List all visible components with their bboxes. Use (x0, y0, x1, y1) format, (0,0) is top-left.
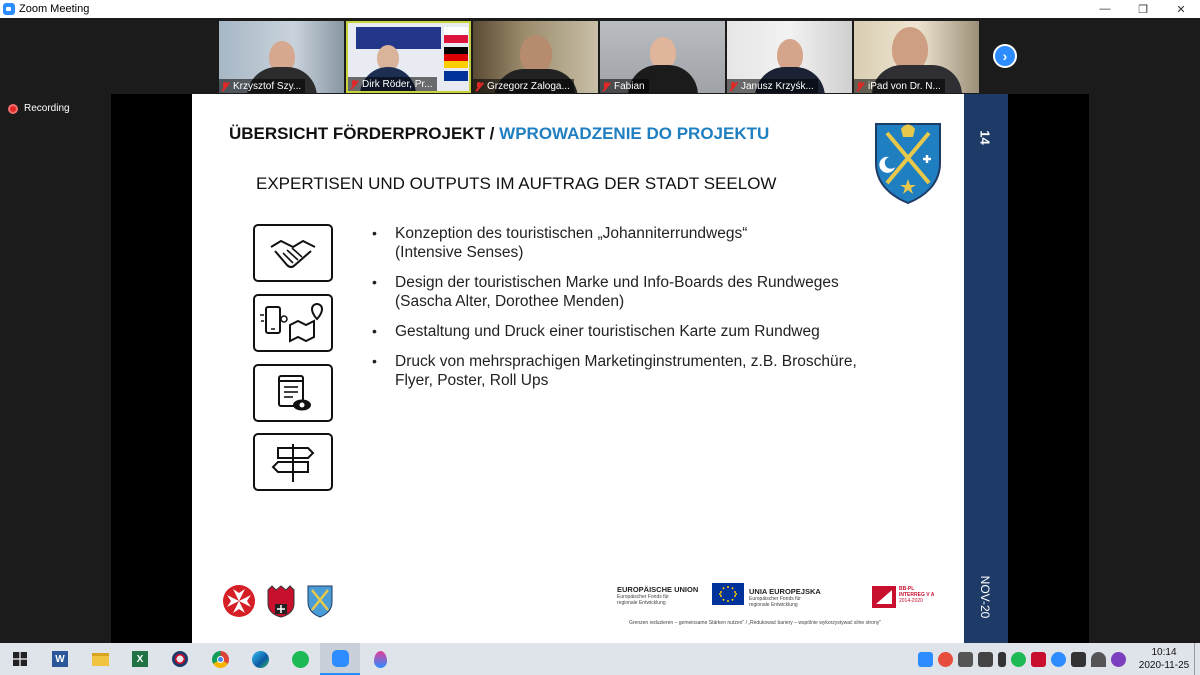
vpn-globe-icon[interactable] (160, 643, 200, 675)
handshake-icon (265, 233, 321, 273)
participant-strip (219, 21, 981, 93)
microphone-icon[interactable] (998, 652, 1006, 667)
muted-mic-icon (475, 82, 483, 91)
participant-name: iPad von Dr. N... (868, 80, 941, 92)
eu-label-pl: UNIA EUROPEJSKA (749, 587, 821, 596)
taskbar-clock[interactable] (1134, 646, 1194, 672)
volume-icon[interactable] (978, 652, 993, 667)
participant-name: Fabian (614, 80, 645, 92)
participant-tile[interactable] (473, 21, 598, 93)
window-controls (1086, 0, 1200, 18)
participant-tile[interactable] (219, 21, 344, 93)
muted-mic-icon (221, 82, 229, 91)
smartphone-map-icon-box (253, 294, 333, 352)
muted-mic-icon (729, 82, 737, 91)
document-view-icon-box (253, 364, 333, 422)
restore-button[interactable]: ❐ (1138, 3, 1148, 16)
slide-subtitle: EXPERTISEN UND OUTPUTS IM AUFTRAG DER STADT SEELOW (256, 174, 777, 193)
excel-icon[interactable]: X (120, 643, 160, 675)
spotify-icon[interactable] (280, 643, 320, 675)
muted-mic-icon (856, 82, 864, 91)
windows-start-icon[interactable] (0, 643, 40, 675)
paint-drop-icon[interactable] (360, 643, 400, 675)
participant-tile[interactable] (346, 21, 471, 93)
notification-app-icon[interactable] (1111, 652, 1126, 667)
slide-bullet-list (372, 224, 952, 401)
recording-label: Recording (24, 103, 70, 114)
list-item: • Konzeption des touristischen „Johanniterrundwegs“ (Intensive Senses) (372, 224, 952, 262)
sync-tray-icon[interactable] (1051, 652, 1066, 667)
minimize-button[interactable]: — (1099, 3, 1111, 15)
eu-label-de: EUROPÄISCHE UNION (617, 585, 699, 594)
participant-name: Dirk Röder, Pr... (362, 78, 433, 90)
zoom-app-icon (3, 3, 15, 15)
file-explorer-icon[interactable] (80, 643, 120, 675)
zoom-meeting-area (0, 18, 1200, 643)
slide-title-de: ÜBERSICHT FÖRDERPROJEKT / (229, 124, 495, 143)
participant-name: Krzysztof Szy... (233, 80, 302, 92)
chevron-right-icon: › (1002, 48, 1008, 64)
clock-date: 2020-11-25 (1138, 660, 1190, 671)
discord-tray-icon[interactable] (958, 652, 973, 667)
zoom-tray-icon[interactable] (918, 652, 933, 667)
participant-name: Grzegorz Zaloga... (487, 80, 570, 92)
participant-tile[interactable] (727, 21, 852, 93)
recording-indicator[interactable] (8, 103, 70, 114)
smartphone-map-icon (260, 303, 326, 343)
app-tray-icon[interactable] (938, 652, 953, 667)
signpost-icon (268, 440, 318, 484)
windows-taskbar (0, 643, 1200, 675)
slide-page-number: 14 (977, 130, 993, 145)
word-icon[interactable]: W (40, 643, 80, 675)
spotify-tray-icon[interactable] (1011, 652, 1026, 667)
participant-name: Janusz Krzyśk... (741, 80, 814, 92)
recording-dot-icon (8, 104, 18, 114)
list-item: • Design der touristischen Marke und Info-Boards des Rundweges (Sascha Alter, Dorothee Menden) (372, 273, 952, 311)
wifi-icon[interactable] (1091, 652, 1106, 667)
presentation-slide (192, 94, 1008, 643)
document-view-icon (273, 373, 313, 413)
list-item: • Gestaltung und Druck einer touristischen Karte zum Rundweg (372, 322, 952, 341)
chrome-icon[interactable] (200, 643, 240, 675)
maltese-cross-logo-icon (222, 584, 256, 618)
eu-slogan: Grenzen reduzieren – gemeinsame Stärken nutzen" / „Redukować bariery – wspólnie wykorzystywać silne strony" (629, 620, 881, 626)
interreg-logo-icon (872, 586, 896, 608)
slide-date: NOV-20 (978, 575, 992, 619)
muted-mic-icon (602, 82, 610, 91)
slide-title (229, 124, 769, 144)
partner-logos (222, 584, 334, 618)
zoom-taskbar-icon[interactable] (320, 643, 360, 675)
seelow-crest-small-icon (306, 584, 334, 618)
handshake-icon-box (253, 224, 333, 282)
close-button[interactable]: ✕ (1176, 3, 1186, 16)
slide-title-pl: WPROWADZENIE DO PROJEKTU (499, 124, 770, 143)
clock-time: 10:14 (1151, 647, 1177, 658)
list-item: • Druck von mehrsprachigen Marketinginstrumenten, z.B. Broschüre, Flyer, Poster, Roll Ups (372, 352, 952, 390)
participant-tile[interactable] (854, 21, 979, 93)
seelow-crest-icon (873, 121, 943, 205)
next-page-button[interactable] (993, 44, 1017, 68)
show-desktop-button[interactable] (1194, 643, 1200, 675)
window-titlebar (0, 0, 1200, 18)
battery-icon[interactable] (1071, 652, 1086, 667)
edge-icon[interactable] (240, 643, 280, 675)
eu-flag-icon (712, 583, 744, 605)
system-tray (915, 643, 1200, 675)
muted-mic-icon (350, 80, 358, 89)
signpost-icon-box (253, 433, 333, 491)
eu-funding-banner: EUROPÄISCHE UNION Europäischer Fonds für regionale Entwicklung UNIA EUROPEJSKA Europäischer Fonds für regionale Entwicklung BB-PL INTERREG V A 2014-2020 Grenzen reduzieren – gemeinsame Stärken nutzen" / „Redukować bariery – wspólnie wykorzystywać silne strony" (617, 585, 935, 626)
participant-tile[interactable] (600, 21, 725, 93)
participant-video (520, 35, 552, 73)
window-title: Zoom Meeting (19, 3, 90, 15)
slide-side-bar (962, 94, 1008, 643)
security-tray-icon[interactable] (1031, 652, 1046, 667)
city-crest-red-icon (266, 584, 296, 618)
